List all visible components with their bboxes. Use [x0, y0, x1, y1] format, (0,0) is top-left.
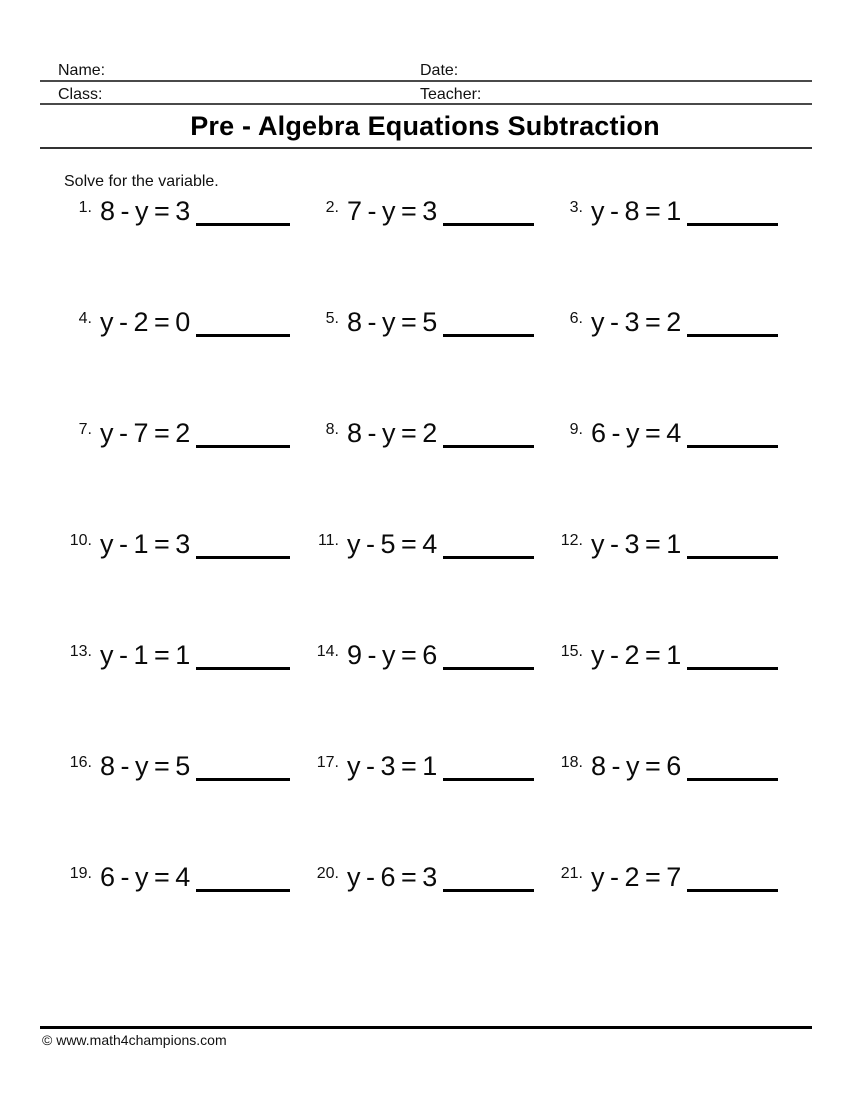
problem-equation: 6 - y = 4 [591, 418, 682, 448]
answer-blank [443, 862, 534, 892]
problem-equation: 8 - y = 6 [591, 751, 682, 781]
answer-blank [443, 751, 534, 781]
problem-equation: y - 5 = 4 [347, 529, 438, 559]
problem-item [40, 529, 290, 640]
problem-number: 8. [325, 421, 339, 438]
problem-item [311, 640, 534, 751]
problems-grid [40, 196, 778, 973]
answer-blank [443, 196, 534, 226]
problem-number: 7. [78, 421, 92, 438]
answer-blank [443, 418, 534, 448]
problem-number: 18. [560, 754, 583, 771]
answer-blank [687, 640, 778, 670]
problem-equation: y - 1 = 3 [100, 529, 191, 559]
problem-number: 1. [78, 199, 92, 216]
problem-number: 4. [78, 310, 92, 327]
problem-number: 9. [569, 421, 583, 438]
problem-item [555, 529, 778, 640]
name-field-label: Name: [58, 62, 106, 79]
problem-item [40, 640, 290, 751]
answer-blank [196, 640, 290, 670]
problem-number: 5. [325, 310, 339, 327]
problem-number: 20. [316, 865, 339, 882]
problem-number: 16. [69, 754, 92, 771]
answer-blank [196, 196, 290, 226]
problem-equation: y - 1 = 1 [100, 640, 191, 670]
problem-number: 14. [316, 643, 339, 660]
answer-blank [687, 196, 778, 226]
answer-blank [196, 418, 290, 448]
problem-equation: y - 3 = 2 [591, 307, 682, 337]
problem-item [40, 307, 290, 418]
answer-blank [687, 751, 778, 781]
problem-number: 19. [69, 865, 92, 882]
problem-item [555, 862, 778, 973]
problem-item [555, 196, 778, 307]
footer-rule [40, 1026, 812, 1029]
problem-number: 12. [560, 532, 583, 549]
problem-item [40, 751, 290, 862]
problem-equation: y - 2 = 7 [591, 862, 682, 892]
problem-number: 10. [69, 532, 92, 549]
answer-blank [687, 307, 778, 337]
problem-equation: y - 6 = 3 [347, 862, 438, 892]
answer-blank [687, 529, 778, 559]
problem-item [555, 640, 778, 751]
class-teacher-underline [40, 103, 812, 105]
problem-equation: 8 - y = 5 [100, 751, 191, 781]
teacher-field-label: Teacher: [420, 86, 482, 103]
problem-number: 2. [325, 199, 339, 216]
problem-equation: 8 - y = 5 [347, 307, 438, 337]
problem-number: 21. [560, 865, 583, 882]
problem-equation: y - 8 = 1 [591, 196, 682, 226]
problem-equation: 6 - y = 4 [100, 862, 191, 892]
copyright-text: © www.math4champions.com [42, 1032, 227, 1048]
problem-number: 17. [316, 754, 339, 771]
problem-item [311, 418, 534, 529]
answer-blank [196, 751, 290, 781]
problem-equation: y - 2 = 0 [100, 307, 191, 337]
class-field-label: Class: [58, 86, 103, 103]
title-underline [40, 147, 812, 149]
problem-equation: 7 - y = 3 [347, 196, 438, 226]
problem-item [40, 862, 290, 973]
answer-blank [443, 307, 534, 337]
problem-equation: y - 2 = 1 [591, 640, 682, 670]
problem-equation: y - 7 = 2 [100, 418, 191, 448]
problem-equation: y - 3 = 1 [591, 529, 682, 559]
problem-number: 13. [69, 643, 92, 660]
problem-equation: 8 - y = 3 [100, 196, 191, 226]
problem-equation: y - 3 = 1 [347, 751, 438, 781]
problem-item [555, 751, 778, 862]
problem-item [311, 307, 534, 418]
problem-item [40, 196, 290, 307]
problem-number: 15. [560, 643, 583, 660]
answer-blank [196, 862, 290, 892]
answer-blank [443, 640, 534, 670]
answer-blank [443, 529, 534, 559]
answer-blank [196, 307, 290, 337]
page-title: Pre - Algebra Equations Subtraction [190, 111, 660, 141]
date-field-label: Date: [420, 62, 459, 79]
problem-item [555, 307, 778, 418]
name-date-underline [40, 80, 812, 82]
instruction-text: Solve for the variable. [64, 173, 219, 190]
problem-item [311, 862, 534, 973]
answer-blank [196, 529, 290, 559]
answer-blank [687, 862, 778, 892]
problem-item [311, 751, 534, 862]
problem-number: 11. [317, 532, 339, 549]
problem-equation: 8 - y = 2 [347, 418, 438, 448]
problem-item [311, 529, 534, 640]
problem-number: 3. [569, 199, 583, 216]
problem-item [555, 418, 778, 529]
problem-item [311, 196, 534, 307]
answer-blank [687, 418, 778, 448]
problem-equation: 9 - y = 6 [347, 640, 438, 670]
problem-item [40, 418, 290, 529]
problem-number: 6. [569, 310, 583, 327]
